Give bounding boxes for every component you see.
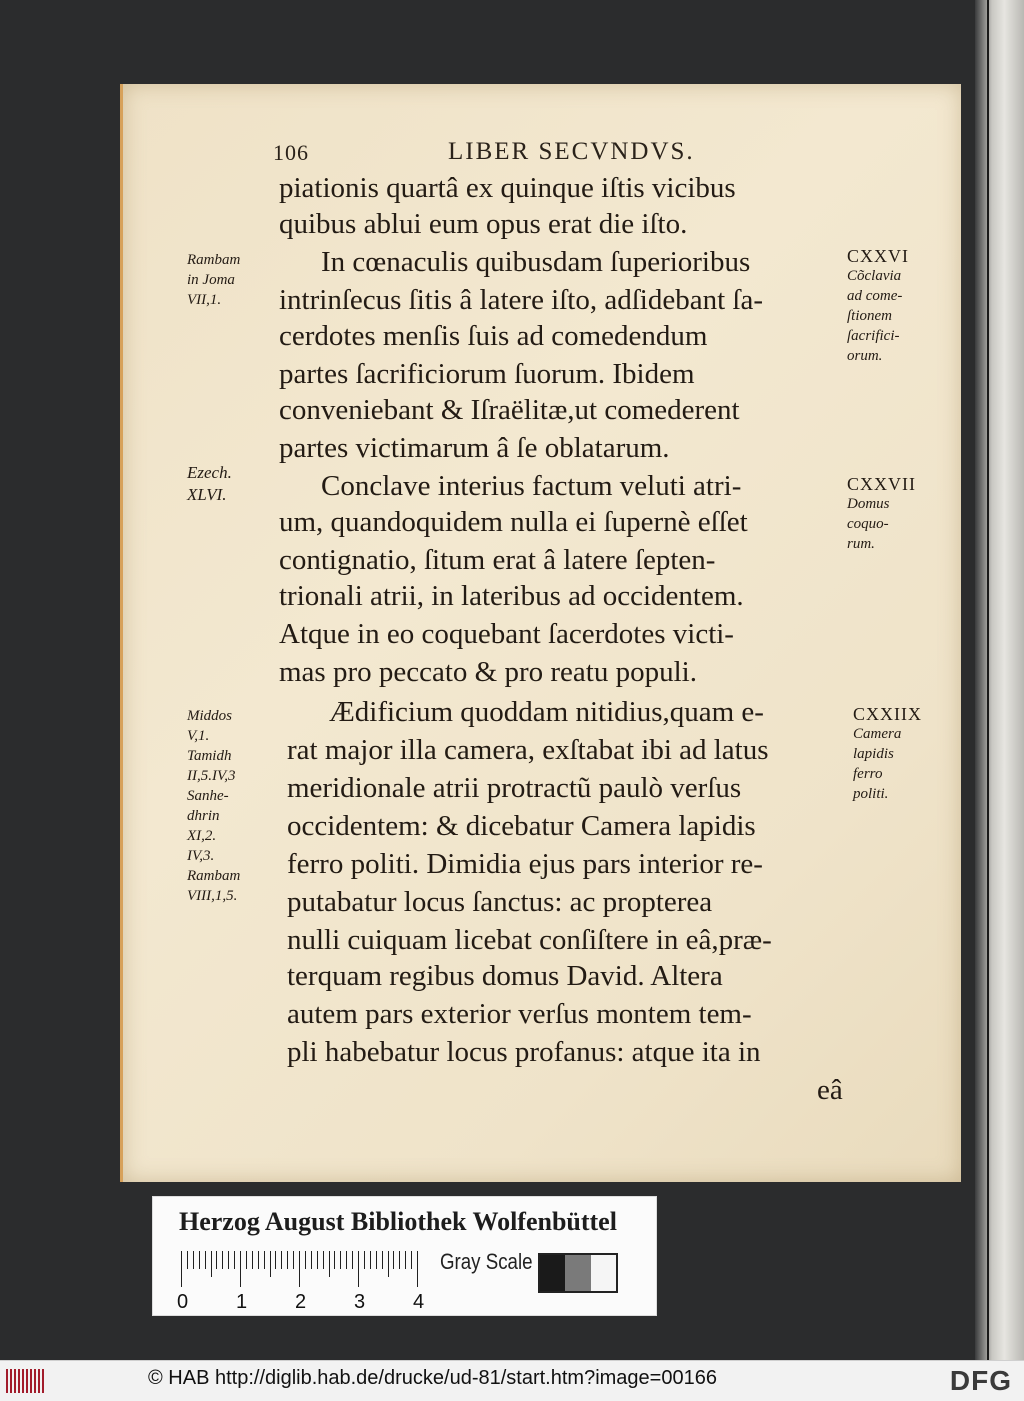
ruler-tick bbox=[376, 1251, 377, 1269]
text-line: quibus ablui eum opus erat die iſto. bbox=[279, 208, 688, 240]
ruler-tick bbox=[205, 1251, 206, 1269]
color-scale-card bbox=[152, 1196, 657, 1316]
ruler-tick bbox=[193, 1251, 194, 1269]
ruler-tick bbox=[222, 1251, 223, 1269]
text-line: autem pars exterior verſus montem tem- bbox=[287, 998, 752, 1030]
text-line: meridionale atrii protractũ paulò verſus bbox=[287, 772, 742, 804]
ruler-tick bbox=[264, 1251, 265, 1269]
gray-patch bbox=[565, 1255, 590, 1291]
gray-scale-label: Gray Scale bbox=[440, 1249, 533, 1274]
page-number: 106 bbox=[273, 140, 309, 165]
text-line: Conclave interius factum veluti atri- bbox=[321, 470, 742, 502]
ruler-number: 0 bbox=[177, 1291, 189, 1313]
footer-bar bbox=[0, 1360, 1024, 1401]
ruler-tick bbox=[388, 1251, 389, 1277]
text-line: um, quandoquidem nulla ei ſupernè eſſet bbox=[279, 506, 748, 538]
ruler-tick bbox=[199, 1251, 200, 1269]
text-line: trionali atrii, in lateribus ad occidentem. bbox=[279, 580, 744, 612]
text-line: contignatio, ſitum erat â latere ſepten- bbox=[279, 544, 716, 576]
text-line: conveniebant & Iſraëlitæ,ut comederent bbox=[279, 394, 740, 426]
text-line: partes ſacrificiorum ſuorum. Ibidem bbox=[279, 358, 695, 390]
scanner-edge bbox=[975, 0, 1024, 1360]
ruler-tick bbox=[258, 1251, 259, 1269]
text-line: occidentem: & dicebatur Camera lapidis bbox=[287, 810, 756, 842]
ruler-tick bbox=[358, 1251, 359, 1287]
text-line: cerdotes menſis ſuis ad comedendum bbox=[279, 320, 708, 352]
ruler-tick bbox=[399, 1251, 400, 1269]
ruler-tick bbox=[417, 1251, 418, 1287]
ruler-tick bbox=[393, 1251, 394, 1269]
ruler-tick bbox=[216, 1251, 217, 1269]
ruler-tick bbox=[311, 1251, 312, 1269]
gray-patch bbox=[540, 1255, 565, 1291]
ruler-tick bbox=[270, 1251, 271, 1277]
gray-scale-swatch bbox=[538, 1253, 618, 1293]
ruler-tick bbox=[234, 1251, 235, 1269]
ruler-tick bbox=[346, 1251, 347, 1269]
ruler-tick bbox=[275, 1251, 276, 1269]
left-note-1: Rambam in Joma VII,1. bbox=[187, 252, 241, 308]
ruler-tick bbox=[405, 1251, 406, 1269]
library-name: Herzog August Bibliothek Wolfenbüttel bbox=[179, 1207, 617, 1236]
text-line: pli habebatur locus profanus: atque ita in bbox=[287, 1036, 761, 1068]
text-line: Ædificium quoddam nitidius,quam e- bbox=[329, 696, 764, 728]
text-line: In cœnaculis quibusdam ſuperioribus bbox=[321, 246, 751, 278]
text-line: terquam regibus domus David. Altera bbox=[287, 960, 723, 992]
book-page bbox=[120, 84, 961, 1182]
ruler-tick bbox=[382, 1251, 383, 1269]
right-note-3: CXXIIX Camera lapidis ferro politi. bbox=[853, 704, 922, 802]
ruler-tick bbox=[252, 1251, 253, 1269]
right-note-1: CXXVI Cõclavia ad come- ſtionem ſacrifici- orum. bbox=[847, 246, 909, 364]
left-note-2: Ezech. XLVI. bbox=[187, 463, 232, 504]
ruler-tick bbox=[287, 1251, 288, 1269]
ruler-tick bbox=[246, 1251, 247, 1269]
text-line: Atque in eo coquebant ſacerdotes victi- bbox=[279, 618, 734, 650]
ruler-tick bbox=[317, 1251, 318, 1269]
ruler-number: 4 bbox=[413, 1291, 425, 1313]
text-line: putabatur locus ſanctus: ac propterea bbox=[287, 886, 713, 918]
ruler-tick bbox=[293, 1251, 294, 1269]
ruler-tick bbox=[187, 1251, 188, 1269]
ruler-tick bbox=[364, 1251, 365, 1269]
ruler-tick bbox=[305, 1251, 306, 1269]
text-line: intrinſecus ſitis â latere iſto, adſidebant ſa- bbox=[279, 284, 763, 316]
ruler-tick bbox=[352, 1251, 353, 1269]
ruler-tick bbox=[329, 1251, 330, 1277]
text-line: rat major illa camera, exſtabat ibi ad latus bbox=[287, 734, 769, 766]
ruler-tick bbox=[411, 1251, 412, 1269]
main-text bbox=[123, 84, 961, 1182]
ruler-tick bbox=[281, 1251, 282, 1269]
text-line: piationis quartâ ex quinque iſtis vicibus bbox=[279, 172, 736, 204]
ruler-tick bbox=[323, 1251, 324, 1269]
running-head: LIBER SECVNDVS. bbox=[448, 138, 695, 165]
left-note-3: Middos V,1. Tamidh II,5.IV,3 Sanhe- dhrin XI,2. IV,3. Rambam VIII,1,5. bbox=[187, 708, 241, 904]
ruler-number: 2 bbox=[295, 1291, 307, 1313]
right-note-2: CXXVII Domus coquo- rum. bbox=[847, 474, 916, 552]
text-line: nulli cuiquam licebat conſiſtere in eâ,præ- bbox=[287, 924, 772, 956]
ruler-tick bbox=[211, 1251, 212, 1277]
hab-logo-icon bbox=[6, 1369, 44, 1393]
text-line: mas pro peccato & pro reatu populi. bbox=[279, 656, 697, 688]
ruler-tick bbox=[370, 1251, 371, 1269]
gray-patch bbox=[591, 1255, 616, 1291]
ruler-tick bbox=[299, 1251, 300, 1287]
ruler bbox=[181, 1251, 431, 1287]
ruler-tick bbox=[340, 1251, 341, 1269]
ruler-tick bbox=[181, 1251, 182, 1287]
ruler-tick bbox=[228, 1251, 229, 1269]
ruler-tick bbox=[240, 1251, 241, 1287]
catchword: eâ bbox=[817, 1074, 843, 1106]
text-line: ferro politi. Dimidia ejus pars interior re- bbox=[287, 848, 763, 880]
ruler-number: 1 bbox=[236, 1291, 248, 1313]
dfg-logo: DFG bbox=[949, 1365, 1012, 1396]
source-url[interactable]: © HAB http://diglib.hab.de/drucke/ud-81/start.htm?image=00166 bbox=[148, 1367, 717, 1389]
text-line: partes victimarum â ſe oblatarum. bbox=[279, 432, 670, 464]
ruler-tick bbox=[334, 1251, 335, 1269]
ruler-number: 3 bbox=[354, 1291, 366, 1313]
